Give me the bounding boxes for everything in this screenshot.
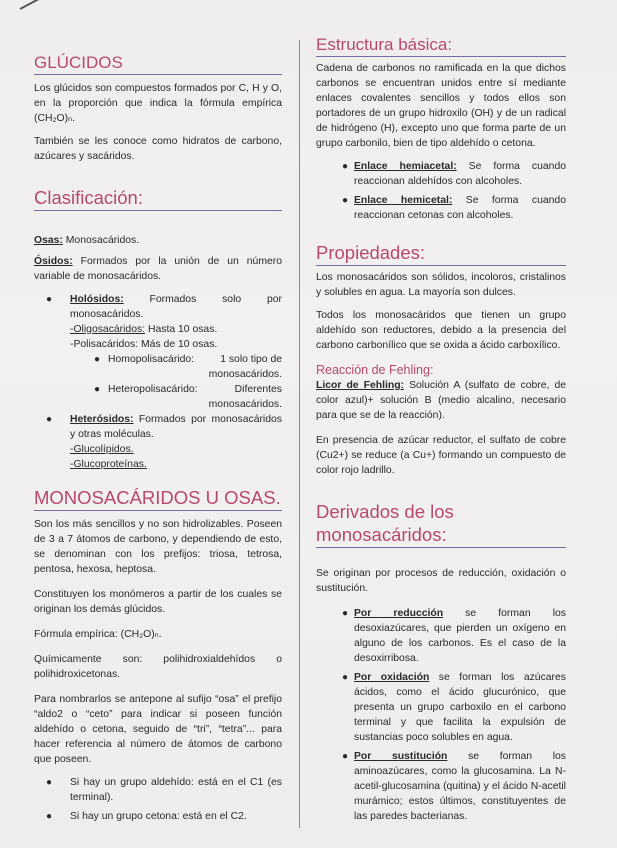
list-item-reduccion	[316, 606, 566, 666]
bullet-icon: ●	[94, 354, 101, 365]
holosidos-text: Formados solo por monosacáridos.	[70, 294, 282, 320]
oligo-label: -Oligosacáridos:	[70, 324, 146, 335]
fehling-heading: Reacción de Fehling:	[316, 363, 434, 377]
fehling-label: Licor de Fehling:	[316, 380, 405, 391]
bullet-icon: ●	[94, 384, 101, 395]
list-item-hemicetal	[316, 193, 566, 223]
heterosidos-label: Heterósidos:	[70, 414, 134, 425]
oxidacion-text: se forman los azúcares ácidos, como el ácido glucurónico, que presenta un grupo carboxilo en el carbono terminal y que facilita la expulsión de sustancias poco solubles en agua.	[354, 672, 566, 743]
list-item-cetona	[34, 809, 282, 824]
estructura-paragraph: Cadena de carbonos no ramificada en la que dichos carbonos se encuentran unidos entre sí mediante enlaces covalentes sencillos y todos ellos son portadores de un grupo hidroxilo (OH) y de un radical de hidrógeno (H), excepto uno que forma parte de un grupo carbonilo, bien de tipo aldehído o cetona.	[316, 63, 566, 149]
list-item-sustitucion	[316, 749, 566, 824]
hemicetal-text: Se forma cuando reaccionan cetonas con alcoholes.	[354, 195, 566, 221]
list-item-aldehido	[34, 775, 282, 805]
enlaces-list	[316, 159, 566, 223]
hetero-text: Diferentes monosacáridos.	[208, 384, 282, 410]
quimicamente-line: Químicamente son: polihidroxialdehídos o polihidroxicetonas.	[34, 654, 282, 680]
grupo-list	[34, 775, 282, 824]
clasificacion-list	[34, 292, 282, 472]
derivados-list	[316, 606, 566, 824]
right-column	[316, 34, 566, 824]
monosacaridos-paragraph-1: Son los más sencillos y no son hidrolizables. Poseen de 3 a 7 átomos de carbono, y dependiendo de esto, se denominan con los prefijos: triosa, tetrosa, pentosa, hexosa, heptosa.	[34, 519, 282, 575]
list-item-oxidacion	[316, 670, 566, 745]
glucidos-heading: GLÚCIDOS	[34, 52, 282, 75]
sustitucion-text: se forman los aminoazúcares, como la glucosamina. La N-acetil-glucosamina (quitina) y el ácido N-acetil murámico; estos últimos, constituyentes de las paredes bacterianas.	[354, 751, 566, 822]
osidos-line	[34, 254, 282, 284]
list-item-hemiacetal	[316, 159, 566, 189]
monosacaridos-heading: MONOSACÁRIDOS U OSAS.	[34, 486, 282, 511]
hemiacetal-text: Se forma cuando reaccionan aldehídos con alcoholes.	[354, 161, 566, 187]
bullet-icon: ●	[342, 608, 349, 619]
heterosidos-text: Formados por monosacáridos y otras moléculas.	[70, 414, 282, 440]
list-item-glucolipidos: -Glucolípidos.	[70, 444, 134, 455]
homo-label: Homopolisacárido:	[108, 354, 195, 365]
oligo-text: Hasta 10 osas.	[145, 324, 218, 335]
osidos-text: Formados por la unión de un número variable de monosacáridos.	[34, 256, 282, 282]
monosacaridos-paragraph-5: Para nombrarlos se antepone al sufijo “osa” el prefijo “aldo2 o “ceto” para indicar si poseen función aldehído o cetona, seguido de “tri”, “tetra”... para hacer referencia al número de átomos de carbono que poseen.	[34, 694, 282, 765]
derivados-paragraph: Se originan por procesos de reducción, oxidación o sustitución.	[316, 568, 566, 594]
bullet-icon: ●	[46, 414, 53, 425]
osas-text: Monosacáridos.	[62, 235, 140, 246]
osidos-label: Ósidos:	[34, 256, 73, 267]
cetona-text: Si hay un grupo cetona: está en el C2.	[70, 811, 247, 822]
pen-mark	[20, 0, 56, 10]
list-item-holosidos	[34, 292, 282, 322]
list-item-glucoproteinas: -Glucoproteínas.	[70, 459, 147, 470]
bullet-icon: ●	[342, 751, 349, 762]
list-item-oligosacaridos	[34, 322, 282, 337]
formula-line: Fórmula empírica: (CH₂O)ₙ.	[34, 629, 162, 640]
aldehido-text: Si hay un grupo aldehído: está en el C1 (es terminal).	[70, 777, 282, 803]
glucidos-paragraph-1: Los glúcidos son compuestos formados por C, H y O, en la proporción que indica la fórmula empírica (CH₂O)ₙ.	[34, 83, 282, 124]
column-divider	[299, 40, 300, 828]
osas-line	[34, 233, 282, 248]
propiedades-paragraph-2: Todos los monosacáridos que tienen un grupo aldehído son reductores, debido a la presencia del carbono carbonílico que se oxida a ácido carboxílico.	[316, 310, 566, 351]
list-item-polisacaridos: -Polisacáridos: Más de 10 osas.	[70, 339, 218, 350]
fehling-paragraph	[316, 378, 566, 423]
propiedades-heading: Propiedades:	[316, 241, 566, 266]
glucidos-paragraph-2: También se les conoce como hidratos de carbono, azúcares y sacáridos.	[34, 136, 282, 162]
bullet-icon: ●	[46, 811, 53, 822]
bullet-icon: ●	[342, 161, 349, 172]
bullet-icon: ●	[342, 672, 349, 683]
list-item-heterosidos	[34, 412, 282, 442]
fehling-text: Solución A (sulfato de cobre, de color azul)+ solución B (medio alcalino, necesario para que se de la reacción).	[316, 380, 566, 421]
monosacaridos-paragraph-2: Constituyen los monómeros a partir de los cuales se originan los demás glúcidos.	[34, 589, 282, 615]
hemiacetal-label: Enlace hemiacetal:	[354, 161, 457, 172]
oxidacion-label: Por oxidación	[354, 672, 430, 683]
derivados-heading: Derivados de los monosacáridos:	[316, 500, 566, 548]
bullet-icon: ●	[46, 777, 53, 788]
reduccion-label: Por reducción	[354, 608, 444, 619]
clasificacion-heading: Clasificación:	[34, 186, 282, 211]
osas-label: Osas:	[34, 235, 63, 246]
homo-text: 1 solo tipo de monosacáridos.	[208, 354, 282, 380]
hetero-label: Heteropolisacárido:	[108, 384, 198, 395]
bullet-icon: ●	[46, 294, 53, 305]
hemicetal-label: Enlace hemicetal:	[354, 195, 453, 206]
holosidos-label: Holósidos:	[70, 294, 124, 305]
propiedades-paragraph-1: Los monosacáridos son sólidos, incoloros, cristalinos y solubles en agua. La mayoría son dulces.	[316, 272, 566, 298]
bullet-icon: ●	[342, 195, 349, 206]
left-column	[34, 52, 282, 824]
propiedades-paragraph-3: En presencia de azúcar reductor, el sulfato de cobre (Cu2+) se reduce (a Cu+) formando un compuesto de color rojo ladrillo.	[316, 435, 566, 476]
reduccion-text: se forman los desoxiazúcares, que pierden un oxígeno en alguno de los carbonos. Es el caso de la desoxirribosa.	[354, 608, 566, 664]
list-item-heteropolisacarido	[34, 382, 282, 412]
sustitucion-label: Por sustitución	[354, 751, 448, 762]
list-item-homopolisacarido	[34, 352, 282, 382]
estructura-heading: Estructura básica:	[316, 34, 566, 57]
